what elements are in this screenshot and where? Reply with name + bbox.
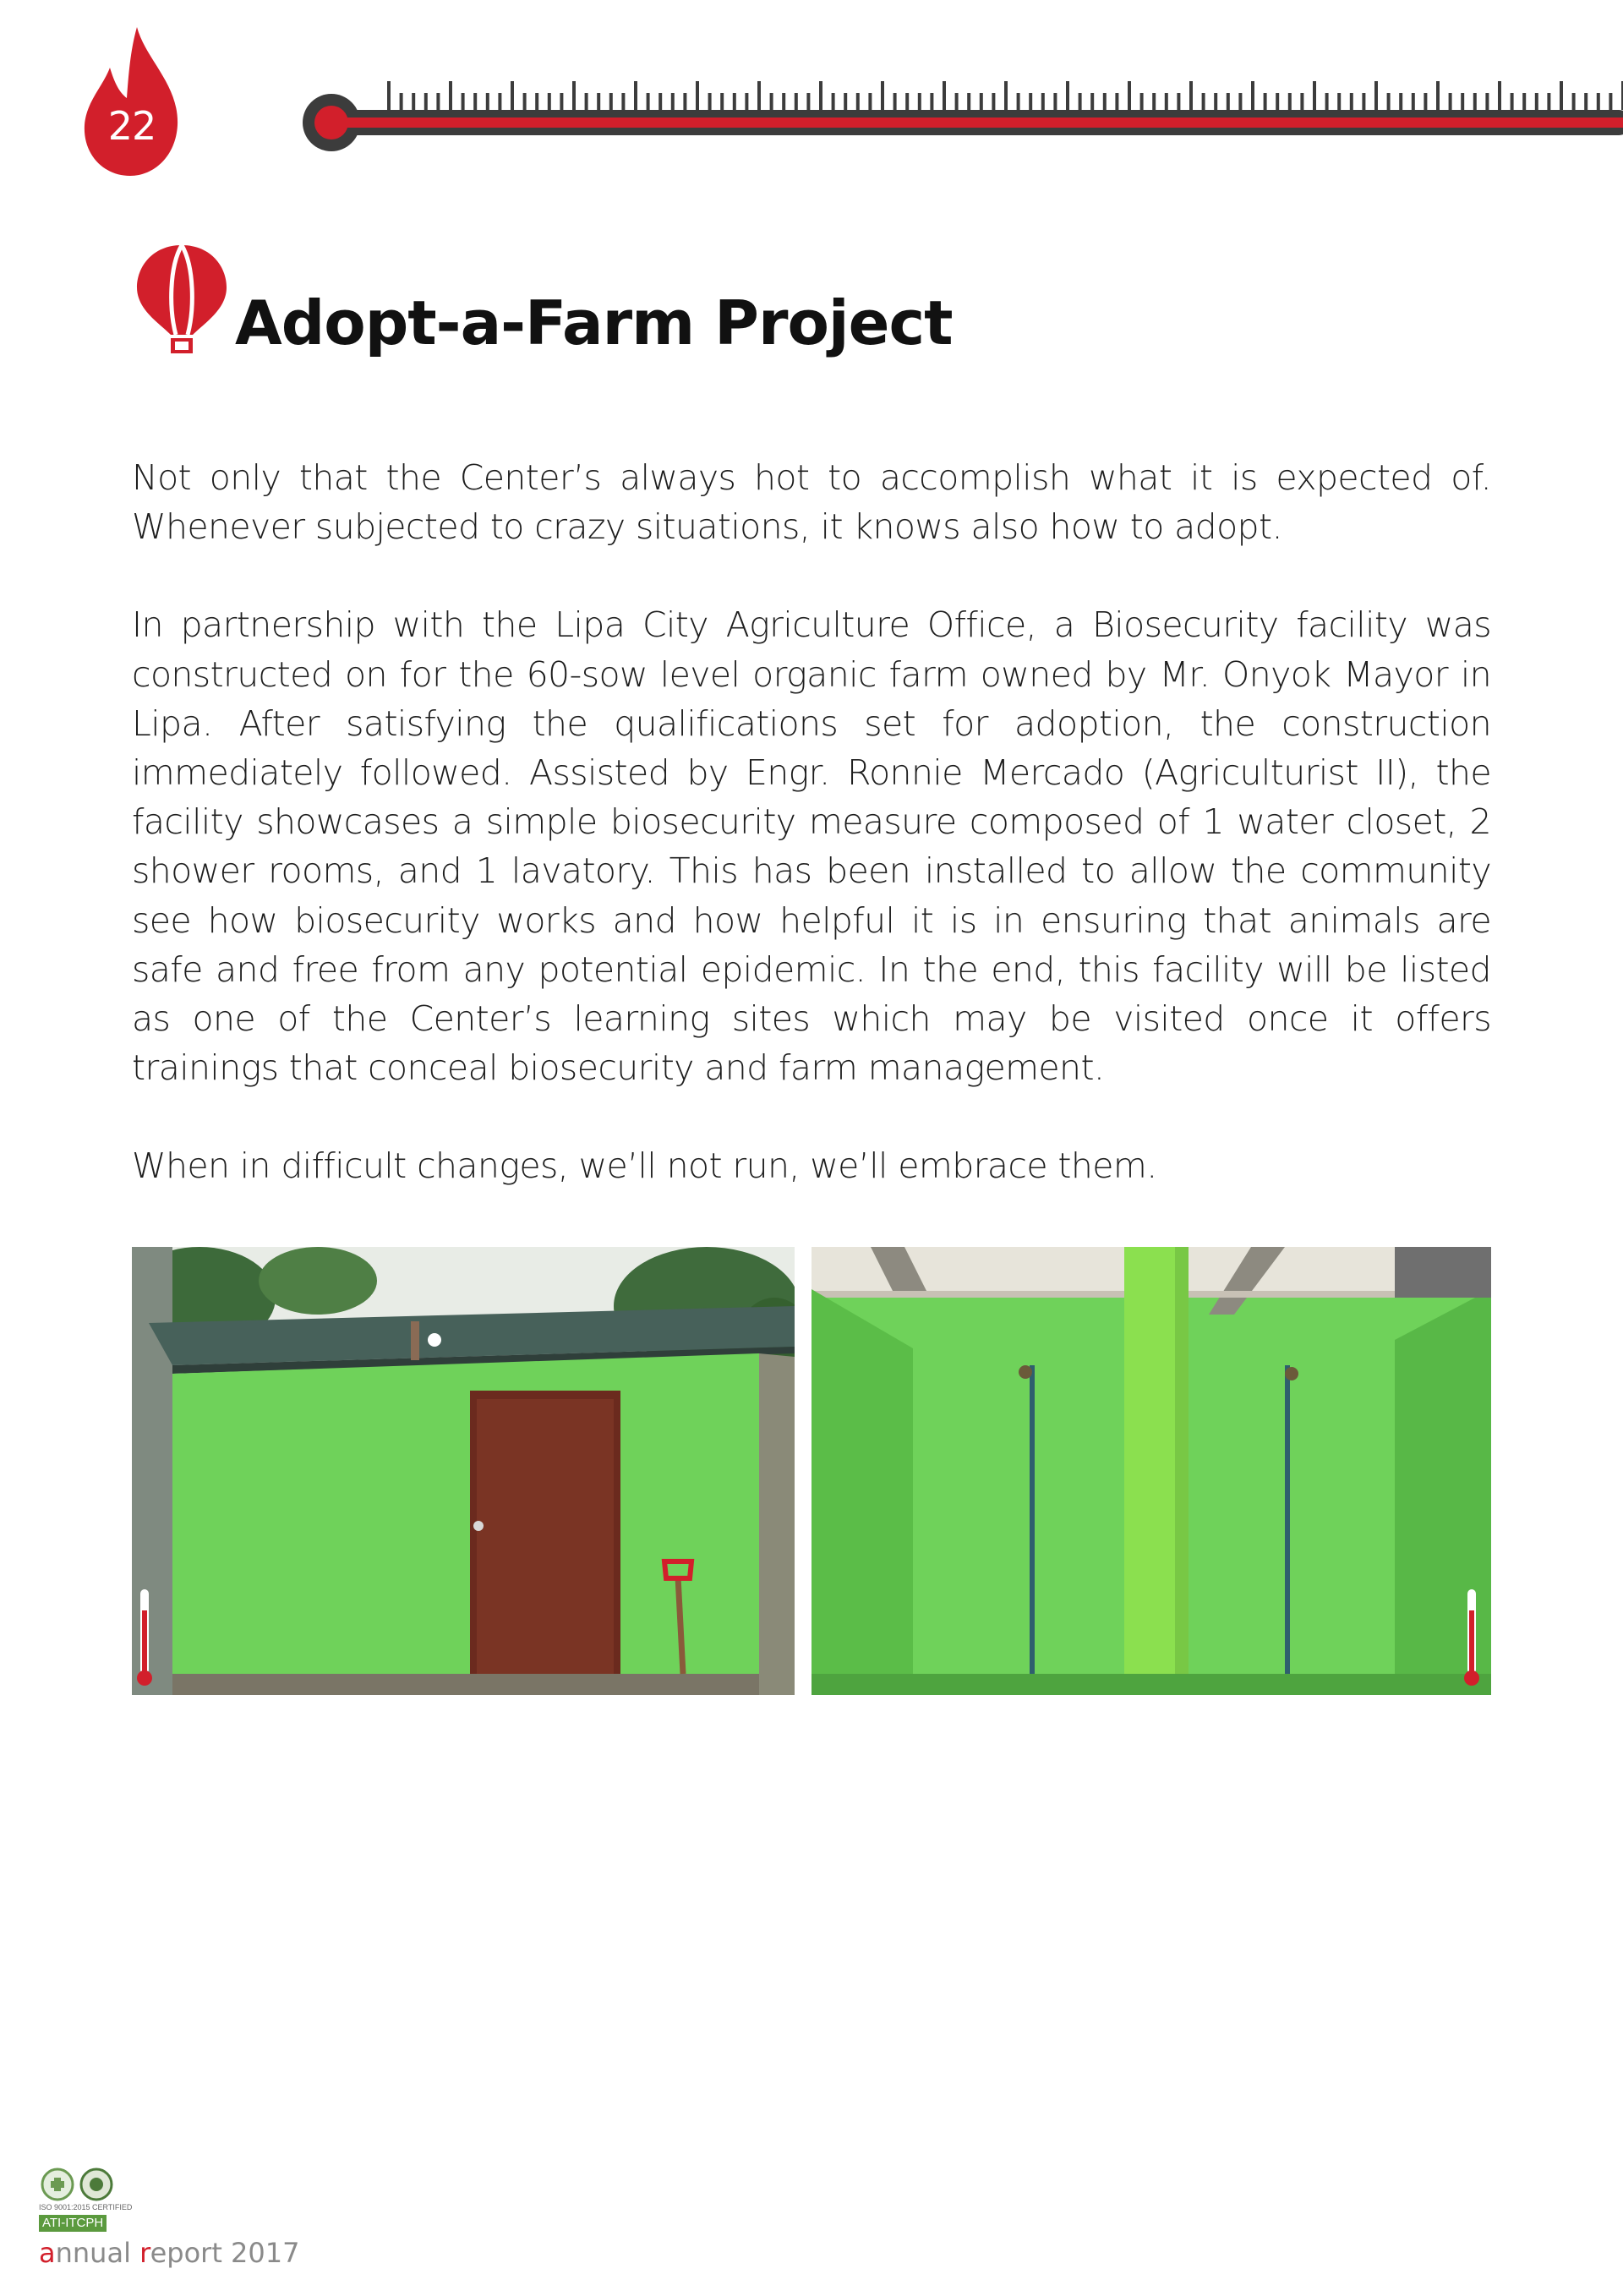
report-word1-rest: nnual [55,2237,140,2269]
footer-report-title [39,2237,299,2269]
page-number-badge [78,25,186,178]
report-word2-rest: eport 2017 [150,2237,300,2269]
page-number: 22 [107,103,156,149]
hot-air-balloon-icon [135,242,228,356]
section-title: Adopt-a-Farm Project [235,287,953,358]
photo-shower-room-interior [812,1247,1491,1695]
flame-icon [78,25,186,178]
paragraph-intro: Not only that the Center’s always hot to accomplish what it is expected of. Whenever subjected to crazy situations, it knows also how to adopt. [132,457,1491,548]
footer-badge: ATI-ITCPH [39,2215,107,2232]
photo-building-exterior [132,1247,795,1695]
paragraph-closing: When in difficult changes, we’ll not run, we’ll embrace them. [132,1145,1157,1187]
footer-iso-text: ISO 9001:2015 CERTIFIED [39,2203,133,2211]
thermometer-ruler-header [296,76,1623,161]
section-heading [135,242,1150,360]
report-second-letter: r [139,2237,150,2269]
paragraph-partnership: In partnership with the Lipa City Agriculture Office, a Biosecurity facility was constructed on for the 60-sow level organic farm owned by Mr. Onyok Mayor in Lipa. After satisfying the qualifications set for adoption, the construction immediately followed. Assisted by Engr. Ronnie Mercado (Agriculturist II), the facility showcases a simple biosecurity measure composed of 1 water closet, 2 shower rooms, and 1 lavatory. This has been installed to allow the community see how biosecurity works and how helpful it is in ensuring that animals are safe and free from any potential epidemic. In the end, this facility will be listed as one of the Center’s learning sites which may be visited once it offers trainings that conceal biosecurity and farm management. [132,604,1491,1089]
body-text [132,453,1491,1191]
report-first-letter: a [39,2237,56,2269]
ruler-icon [296,76,1623,161]
